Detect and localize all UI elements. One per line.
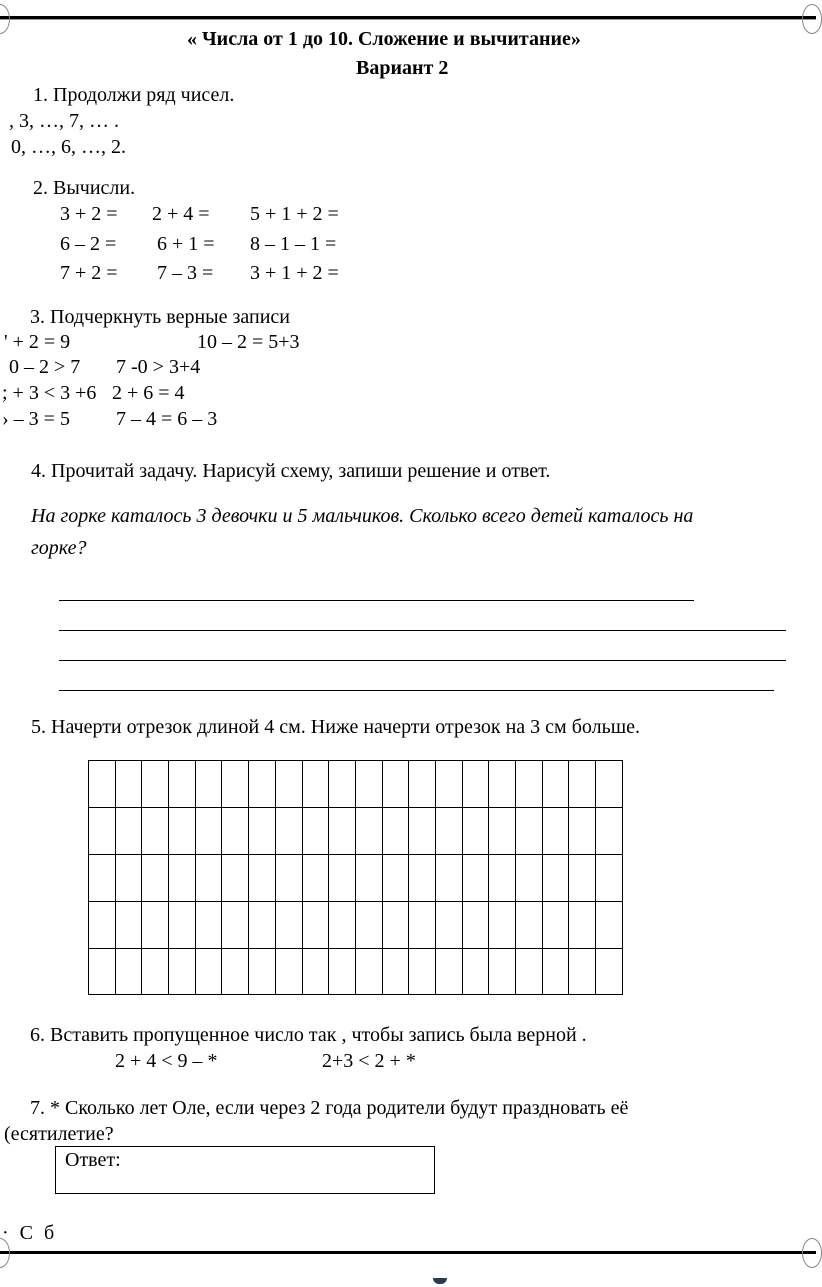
grid-cell [142, 854, 169, 901]
answer-line [59, 660, 786, 661]
task2-expr: 7 – 3 = [157, 262, 214, 284]
frame-curl-right-bottom [802, 1238, 822, 1268]
grid-cell [596, 807, 623, 854]
grid-cell [516, 854, 543, 901]
grid-cell [329, 807, 356, 854]
grid-cell [409, 901, 436, 948]
task3-statement: 7 – 4 = 6 – 3 [116, 408, 218, 430]
grid-cell [409, 854, 436, 901]
grid-cell [222, 854, 249, 901]
grid-cell [382, 901, 409, 948]
answer-line [59, 600, 694, 601]
grid-cell [142, 807, 169, 854]
grid-cell [596, 854, 623, 901]
answer-line [59, 690, 774, 691]
grid-cell [435, 761, 462, 808]
grid-cell [489, 761, 516, 808]
grid-cell [409, 948, 436, 995]
task1-row2: 0, …, 6, …, 2. [11, 136, 126, 158]
task3-statement: ' + 2 = 9 [4, 331, 71, 353]
grid-cell [302, 948, 329, 995]
grid-cell [302, 854, 329, 901]
task3-statement: 7 -0 > 3+4 [116, 356, 201, 378]
task6-expr2: 2+3 < 2 + * [322, 1050, 416, 1072]
task2-expr: 5 + 1 + 2 = [250, 203, 339, 225]
grid-cell [382, 761, 409, 808]
drawing-grid [88, 760, 623, 995]
grid-cell [516, 948, 543, 995]
grid-cell [569, 761, 596, 808]
grid-cell [489, 807, 516, 854]
grid-cell [302, 807, 329, 854]
grid-cell [542, 901, 569, 948]
grid-cell [542, 807, 569, 854]
task3-statement: ; + 3 < 3 +6 [2, 382, 97, 404]
grid-cell [195, 807, 222, 854]
grid-cell [89, 761, 116, 808]
grid-cell [222, 948, 249, 995]
grid-cell [115, 807, 142, 854]
grid-cell [542, 948, 569, 995]
grid-cell [462, 901, 489, 948]
grid-cell [355, 761, 382, 808]
page-frame-bottom [0, 1251, 816, 1254]
task3-statement: 2 + 6 = 4 [112, 382, 185, 404]
grid-cell [89, 901, 116, 948]
grid-cell [382, 948, 409, 995]
grid-cell [596, 901, 623, 948]
grid-cell [516, 807, 543, 854]
task2-expr: 7 + 2 = [60, 262, 118, 284]
grid-cell [382, 854, 409, 901]
task3-statement: 0 – 2 > 7 [9, 356, 81, 378]
grid-cell [596, 761, 623, 808]
topic-text: « Числа от 1 до 10. Сложение и вычитание» [187, 28, 581, 50]
grid-cell [489, 901, 516, 948]
grid-cell [115, 854, 142, 901]
page-marker-icon [433, 1278, 447, 1284]
grid-cell [329, 761, 356, 808]
grid-cell [462, 807, 489, 854]
grid-cell [596, 948, 623, 995]
grid-cell [329, 948, 356, 995]
task8-partial [0, 1222, 816, 1244]
task2-expr: 8 – 1 – 1 = [250, 233, 337, 255]
grid-cell [195, 948, 222, 995]
grid-row [89, 948, 623, 995]
task6-expr1: 2 + 4 < 9 – * [115, 1050, 218, 1072]
task2-title: 2. Вычисли. [33, 177, 136, 199]
grid-cell [275, 901, 302, 948]
grid-cell [169, 854, 196, 901]
grid-cell [222, 901, 249, 948]
grid-cell [249, 807, 276, 854]
grid-cell [89, 854, 116, 901]
task7-title-cont: (есятилетие? [4, 1123, 114, 1145]
task1-row1: , 3, …, 7, … . [9, 110, 119, 132]
grid-cell [89, 807, 116, 854]
task5-title: 5. Начерти отрезок длиной 4 см. Ниже начерти отрезок на 3 см больше. [31, 716, 640, 738]
grid-cell [275, 807, 302, 854]
grid-cell [275, 854, 302, 901]
grid-cell [355, 807, 382, 854]
grid-row [89, 761, 623, 808]
answer-line [59, 630, 786, 631]
grid-cell [195, 901, 222, 948]
task3-statement: › – 3 = 5 [2, 408, 70, 430]
grid-row [89, 807, 623, 854]
grid-cell [115, 948, 142, 995]
grid-cell [249, 901, 276, 948]
grid-cell [355, 901, 382, 948]
task7-title: 7. * Сколько лет Оле, если через 2 года родители будут праздновать её [30, 1097, 629, 1119]
grid-cell [275, 761, 302, 808]
task2-expr: 2 + 4 = [152, 203, 210, 225]
grid-cell [516, 761, 543, 808]
grid-cell [195, 854, 222, 901]
grid-cell [169, 948, 196, 995]
grid-cell [355, 854, 382, 901]
grid-cell [435, 901, 462, 948]
grid-cell [249, 761, 276, 808]
grid-cell [115, 901, 142, 948]
grid-cell [329, 901, 356, 948]
grid-cell [542, 854, 569, 901]
grid-cell [569, 901, 596, 948]
grid-cell [115, 761, 142, 808]
topic-title [0, 28, 816, 50]
task8-partial-text: · С б [2, 1222, 58, 1244]
answer-label: Ответ: [65, 1149, 121, 1171]
task1-title: 1. Продолжи ряд чисел. [33, 84, 235, 106]
grid-cell [89, 948, 116, 995]
grid-cell [222, 807, 249, 854]
grid-cell [302, 761, 329, 808]
task4-problem-line2: горке? [31, 537, 87, 559]
answer-box [55, 1146, 435, 1194]
grid-cell [409, 761, 436, 808]
task3-title: 3. Подчеркнуть верные записи [30, 306, 290, 328]
grid-cell [142, 761, 169, 808]
grid-cell [516, 901, 543, 948]
grid-cell [409, 807, 436, 854]
grid-cell [569, 807, 596, 854]
frame-curl-right-top [802, 4, 822, 34]
grid-row [89, 854, 623, 901]
grid-cell [275, 948, 302, 995]
grid-cell [462, 761, 489, 808]
grid-cell [435, 854, 462, 901]
grid-cell [569, 854, 596, 901]
task4-problem-line1: На горке каталось 3 девочки и 5 мальчиков. Сколько всего детей каталось на [31, 505, 694, 527]
grid-cell [489, 854, 516, 901]
grid-cell [195, 761, 222, 808]
grid-cell [569, 948, 596, 995]
task2-expr: 6 – 2 = [60, 233, 117, 255]
task2-expr: 3 + 1 + 2 = [250, 262, 339, 284]
grid-cell [462, 854, 489, 901]
page-frame-top [0, 16, 816, 20]
task2-expr: 3 + 2 = [60, 203, 118, 225]
task4-title: 4. Прочитай задачу. Нарисуй схему, запиши решение и ответ. [31, 460, 551, 482]
grid-cell [169, 901, 196, 948]
task2-expr: 6 + 1 = [157, 233, 215, 255]
grid-row [89, 901, 623, 948]
grid-cell [462, 948, 489, 995]
grid-cell [249, 854, 276, 901]
grid-cell [302, 901, 329, 948]
grid-cell [249, 948, 276, 995]
frame-curl-left-top [0, 4, 10, 34]
grid-cell [142, 948, 169, 995]
grid-cell [435, 807, 462, 854]
grid-cell [169, 807, 196, 854]
grid-cell [382, 807, 409, 854]
grid-cell [169, 761, 196, 808]
grid-cell [329, 854, 356, 901]
grid-cell [489, 948, 516, 995]
variant-title: Вариант 2 [356, 57, 449, 79]
grid-cell [355, 948, 382, 995]
grid-cell [542, 761, 569, 808]
grid-cell [142, 901, 169, 948]
grid-cell [222, 761, 249, 808]
task3-statement: 10 – 2 = 5+3 [197, 331, 300, 353]
grid-cell [435, 948, 462, 995]
task6-title: 6. Вставить пропущенное число так , чтобы запись была верной . [30, 1024, 587, 1046]
